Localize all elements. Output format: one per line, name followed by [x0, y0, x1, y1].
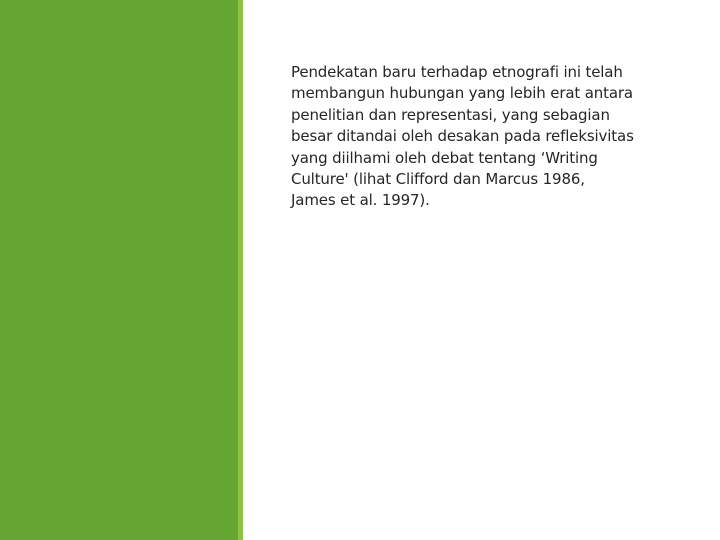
green-side-panel [0, 0, 238, 540]
accent-stripe [238, 0, 243, 540]
paragraph-line: Pendekatan baru terhadap etnografi ini telah [291, 63, 623, 81]
paragraph-line: James et al. 1997). [291, 191, 430, 210]
paragraph-line: Culture' (lihat Clifford dan Marcus 1986, [291, 170, 585, 189]
paragraph-line: besar ditandai oleh desakan pada refleksivitas [291, 127, 634, 146]
paragraph-line: penelitian dan representasi, yang sebagian [291, 105, 610, 124]
body-paragraph [291, 62, 686, 212]
paragraph-line: yang diilhami oleh debat tentang ‘Writing [291, 148, 598, 167]
paragraph-line: membangun hubungan yang lebih erat antara [291, 84, 633, 103]
